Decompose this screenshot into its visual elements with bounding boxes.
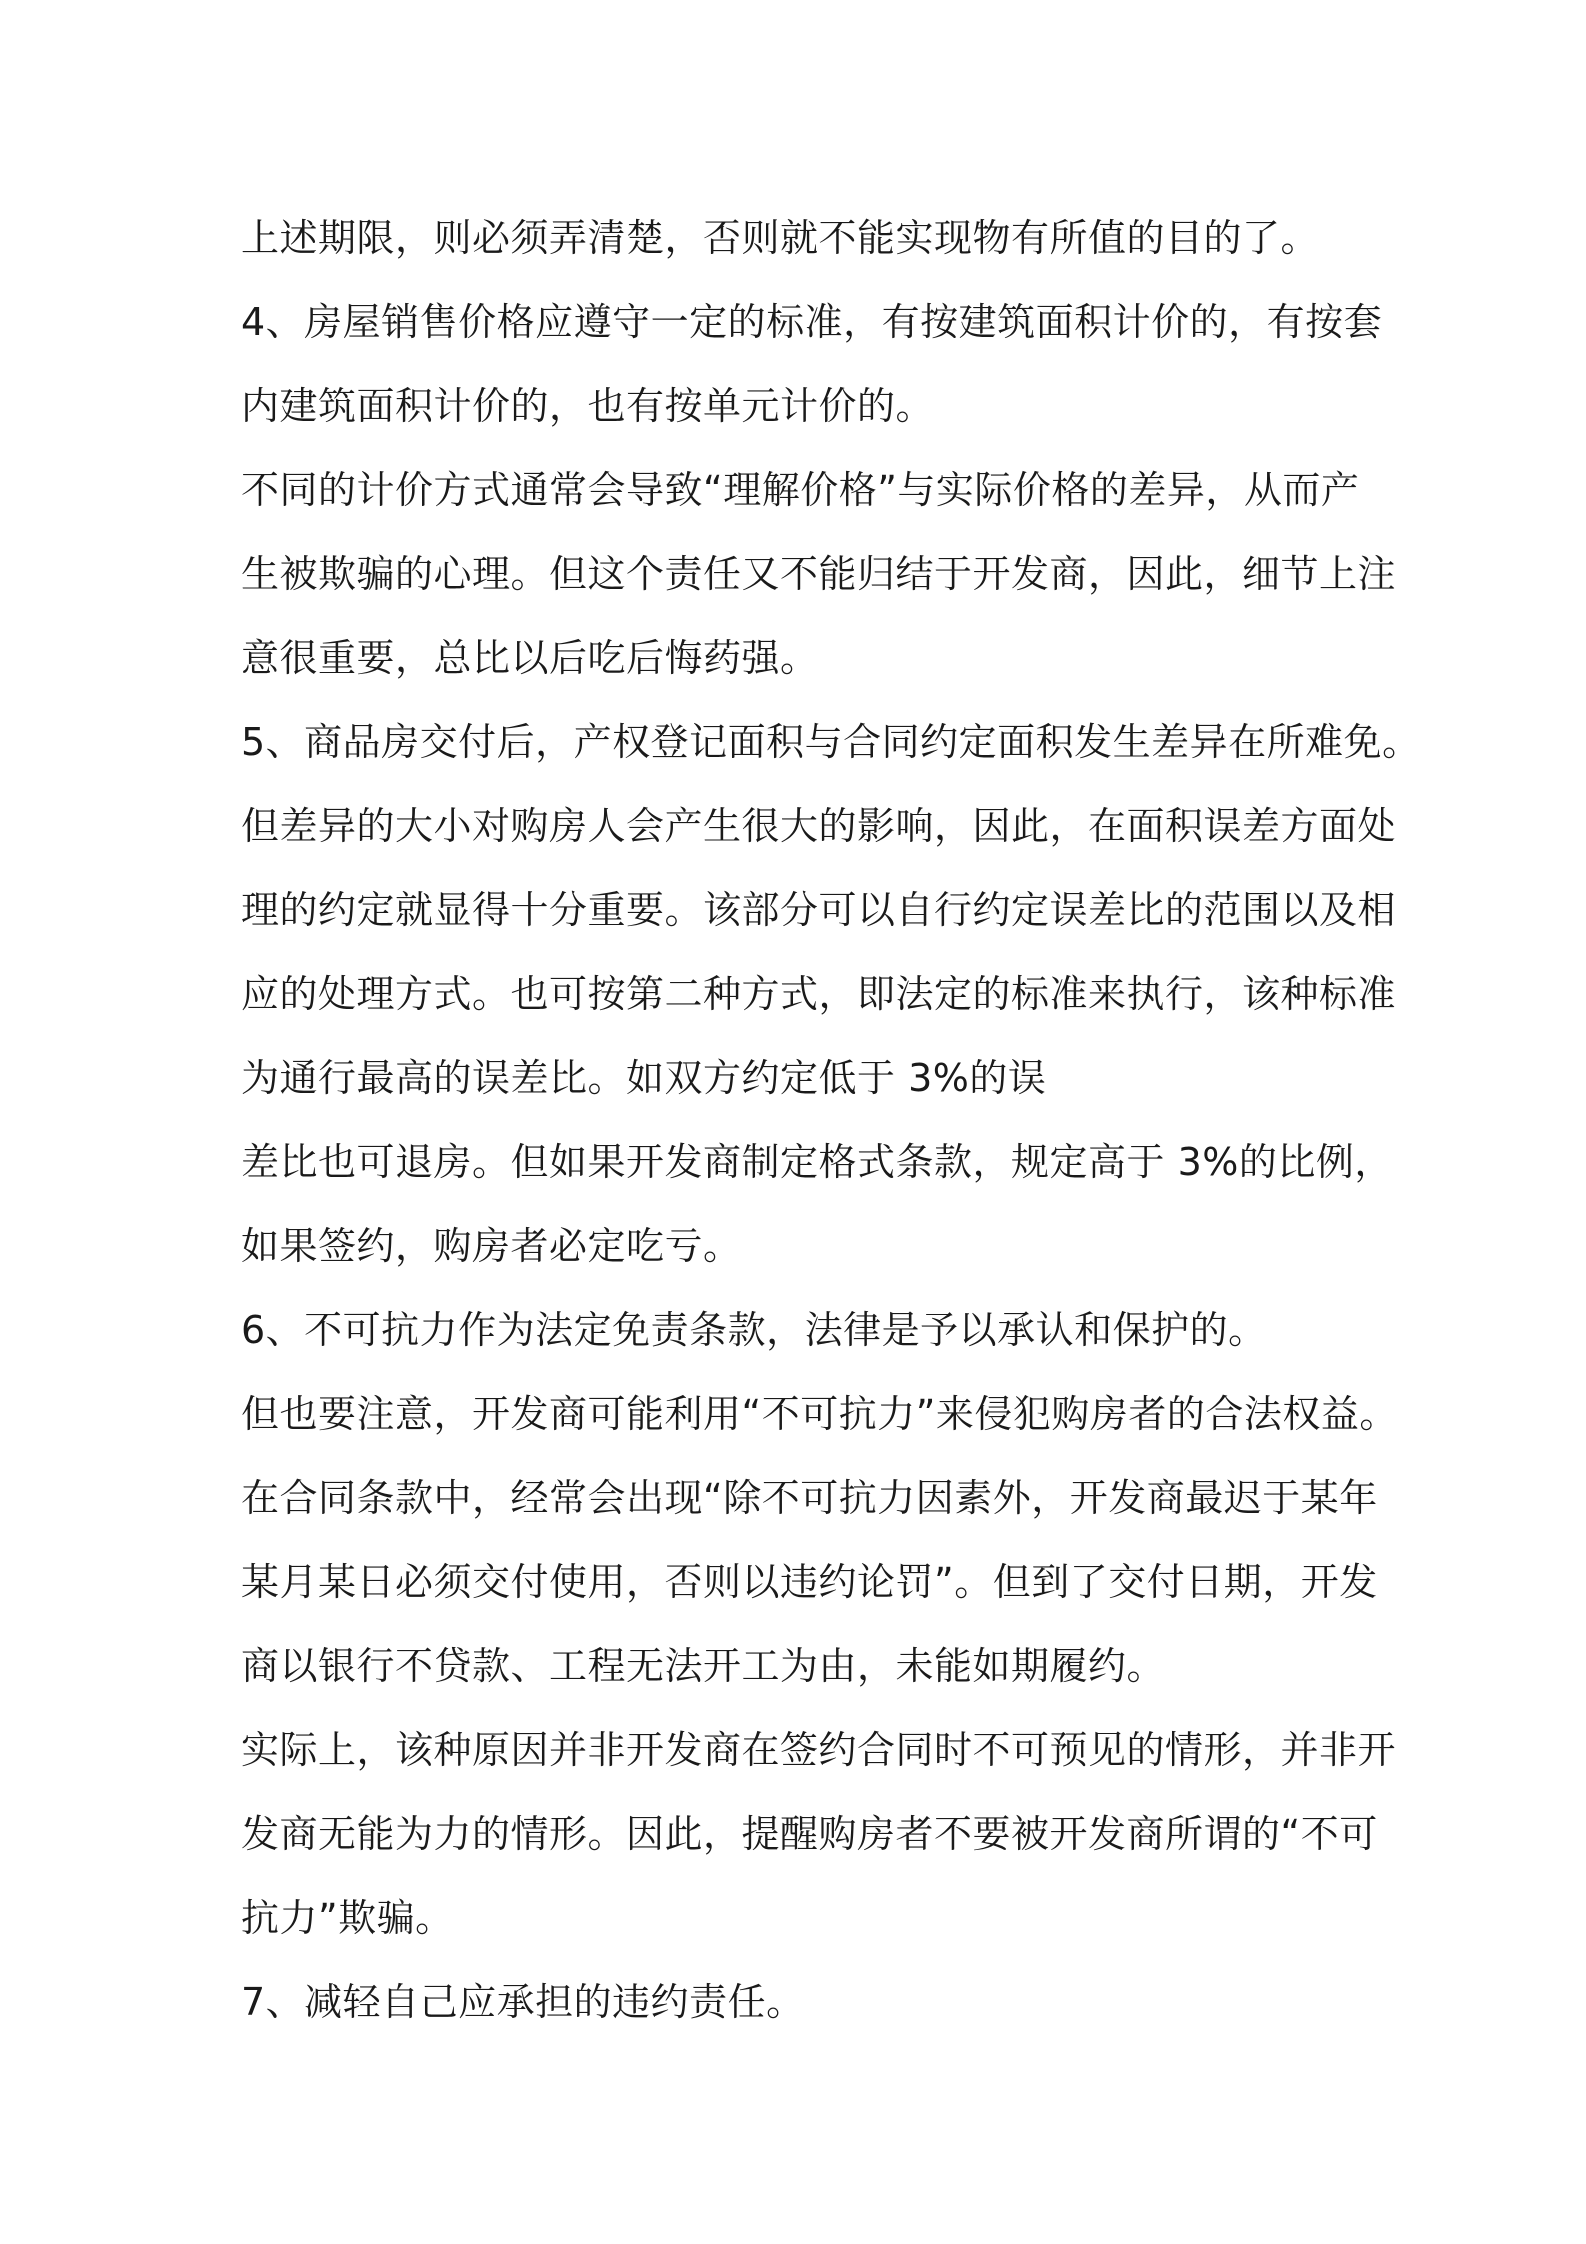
- text-line: 内建筑面积计价的，也有按单元计价的。: [241, 384, 935, 428]
- text-line: 应的处理方式。也可按第二种方式，即法定的标准来执行，该种标准: [241, 972, 1397, 1016]
- text-line: 4、房屋销售价格应遵守一定的标准，有按建筑面积计价的，有按套: [241, 300, 1383, 344]
- document-body: [241, 196, 1421, 2044]
- text-line: 某月某日必须交付使用，否则以违约论罚”。但到了交付日期，开发: [241, 1560, 1378, 1604]
- text-line: 差比也可退房。但如果开发商制定格式条款，规定高于 3%的比例，: [241, 1140, 1393, 1184]
- text-line: 上述期限，则必须弄清楚，否则就不能实现物有所值的目的了。: [241, 216, 1320, 260]
- text-line: 但差异的大小对购房人会产生很大的影响，因此，在面积误差方面处: [241, 804, 1397, 848]
- text-line: 但也要注意，开发商可能利用“不可抗力”来侵犯购房者的合法权益。: [241, 1392, 1398, 1436]
- text-line: 意很重要，总比以后吃后悔药强。: [241, 636, 819, 680]
- text-line: 生被欺骗的心理。但这个责任又不能归结于开发商，因此，细节上注: [241, 552, 1397, 596]
- text-line: 实际上，该种原因并非开发商在签约合同时不可预见的情形，并非开: [241, 1728, 1397, 1772]
- text-line: 为通行最高的误差比。如双方约定低于 3%的误: [241, 1056, 1047, 1100]
- text-line: 发商无能为力的情形。因此，提醒购房者不要被开发商所谓的“不可: [241, 1812, 1378, 1856]
- text-line: 不同的计价方式通常会导致“理解价格”与实际价格的差异，从而产: [241, 468, 1360, 512]
- text-line: 理的约定就显得十分重要。该部分可以自行约定误差比的范围以及相: [241, 888, 1397, 932]
- text-line: 6、不可抗力作为法定免责条款，法律是予以承认和保护的。: [241, 1308, 1267, 1352]
- text-line: 如果签约，购房者必定吃亏。: [241, 1224, 742, 1268]
- text-line: 7、减轻自己应承担的违约责任。: [241, 1980, 805, 2024]
- text-line: 5、商品房交付后，产权登记面积与合同约定面积发生差异在所难免。: [241, 720, 1421, 764]
- text-line: 商以银行不贷款、工程无法开工为由，未能如期履约。: [241, 1644, 1166, 1688]
- text-line: 抗力”欺骗。: [241, 1896, 454, 1940]
- text-line: 在合同条款中，经常会出现“除不可抗力因素外，开发商最迟于某年: [241, 1476, 1378, 1520]
